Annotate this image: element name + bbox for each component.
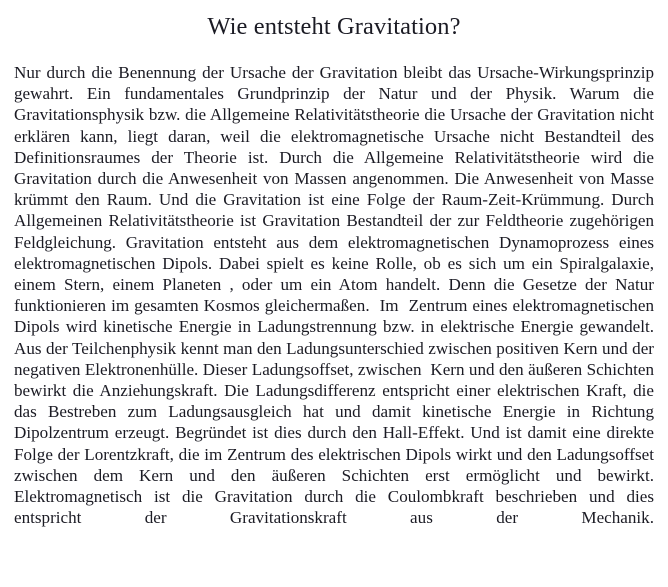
page-title: Wie entsteht Gravitation?: [207, 13, 461, 40]
document-body: [14, 62, 659, 550]
body-paragraph: Nur durch die Benennung der Ursache der Gravitation bleibt das Ursache-Wirkungsprinzip gewahrt. Ein fundamentales Grundprinzip der Natur und der Physik. Warum die Gravitationsphysik bzw. die Allgemeine Relativitätstheorie die Ursache der Gravitation nicht erklären kann, liegt daran, weil die elektromagnetische Ursache nicht Bestandteil des Definitionsraumes der Theorie ist. Durch die Allgemeine Relativitätstheorie wird die Gravitation durch die Anwesenheit von Massen angenommen. Die Anwesenheit von Masse krümmt den Raum. Und die Gravitation ist eine Folge der Raum-Zeit-Krümmung. Durch Allgemeinen Relativitätstheorie ist Gravitation Bestandteil der zur Feldtheorie zugehörigen Feldgleichung. Gravitation entsteht aus dem elektromagnetischen Dynamoprozess eines elektromagnetischen Dipols. Dabei spielt es keine Rolle, ob es sich um ein Spiralgalaxie, einem Stern, einem Planeten , oder um ein Atom handelt. Denn die Gesetze der Natur funktionieren im gesamten Kosmos gleichermaßen. Im Zentrum eines elektromagnetischen Dipols wird kinetische Energie in Ladungstrennung bzw. in elektrische Energie gewandelt. Aus der Teilchenphysik kennt man den Ladungsunterschied zwischen positiven Kern und der negativen Elektronenhülle. Dieser Ladungsoffset, zwischen Kern und den äußeren Schichten bewirkt die Anziehungskraft. Die Ladungsdifferenz entspricht einer elektrischen Kraft, die das Bestreben zum Ladungsausgleich hat und damit kinetische Energie in Richtung Dipolzentrum erzeugt. Begründet ist dies durch den Hall-Effekt. Und ist damit eine direkte Folge der Lorentzkraft, die im Zentrum des elektrischen Dipols wirkt und den Ladungsoffset zwischen dem Kern und den äußeren Schichten erst ermöglicht und bewirkt. Elektromagnetisch ist die Gravitation durch die Coulombkraft beschrieben und dies entspricht der Gravitationskraft aus der Mechanik.: [14, 63, 659, 528]
